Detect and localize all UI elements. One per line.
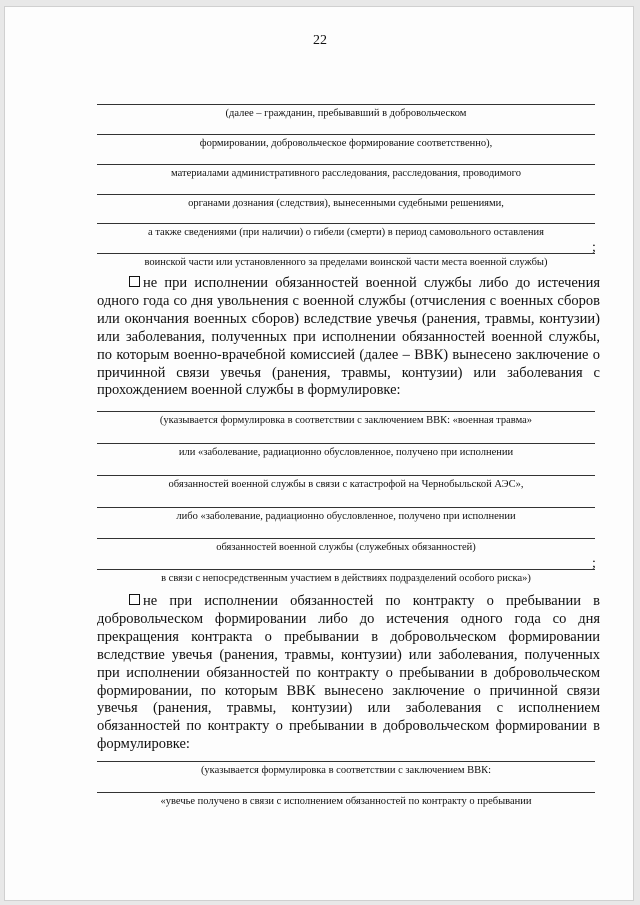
fill-line[interactable]: [97, 164, 595, 165]
field-caption: либо «заболевание, радиационно обусловленное, получено при исполнении: [176, 511, 516, 522]
option-2-text: не при исполнении обязанностей по контракту о пребывании в добровольческом формировании либо до истечения одного года со дня прекращения контракта о пребывании в добровольческом формировании вследствие увечья (ранения, травмы, контузии) или заболевания, полученных при исполнении обязанностей по контракту о пребывании в добровольческом формировании, по которым ВВК вынесено заключение о причинной связи увечья (ранения, травмы, контузии) или заболевания с исполнением обязанностей по контракту о пребывании в добровольческом формировании в формулировке:: [97, 593, 600, 753]
field-caption: формировании, добровольческое формирование соответственно),: [199, 138, 493, 149]
checkbox-option-2[interactable]: [129, 594, 140, 605]
fill-line[interactable]: [97, 538, 595, 539]
fill-line[interactable]: [97, 194, 595, 195]
field-caption: воинской части или установленного за пределами воинской части места военной службы): [144, 257, 548, 268]
fill-line[interactable]: [97, 411, 595, 412]
fill-line[interactable]: [97, 475, 595, 476]
fill-line[interactable]: [97, 104, 595, 105]
fill-line[interactable]: [97, 253, 595, 254]
fill-line[interactable]: [97, 223, 595, 224]
field-caption: органами дознания (следствия), вынесенными судебными решениями,: [188, 198, 504, 209]
fill-line[interactable]: [97, 507, 595, 508]
field-caption: или «заболевание, радиационно обусловленное, получено при исполнении: [178, 447, 514, 458]
field-caption: «увечье получено в связи с исполнением обязанностей по контракту о пребывании: [160, 796, 532, 807]
option-paragraph-2: [97, 593, 600, 754]
fill-line[interactable]: [97, 792, 595, 793]
option-paragraph-1: [97, 275, 600, 400]
field-caption: (указывается формулировка в соответствии с заключением ВВК:: [200, 765, 492, 776]
field-caption: (указывается формулировка в соответствии с заключением ВВК: «военная травма»: [159, 415, 533, 426]
field-caption: материалами административного расследования, расследования, проводимого: [171, 168, 521, 179]
field-caption: в связи с непосредственным участием в действиях подразделений особого риска»): [161, 573, 531, 584]
fill-line[interactable]: [97, 443, 595, 444]
semicolon: ;: [592, 556, 596, 571]
page-number: 22: [313, 33, 327, 48]
fill-line[interactable]: [97, 761, 595, 762]
option-1-text: не при исполнении обязанностей военной службы либо до истечения одного года со дня увольнения с военной службы (отчисления с военных сборов или окончания военных сборов) вследствие увечья (ранения, травмы, контузии) или заболевания, полученных при исполнении обязанностей военной службы, по которым военно-врачебной комиссией (далее – ВВК) вынесено заключение о причинной связи увечья (ранения, травмы, контузии) или заболевания с прохождением военной службы в формулировке:: [97, 275, 600, 399]
fill-line[interactable]: [97, 569, 595, 570]
semicolon: ;: [592, 240, 596, 255]
fill-line[interactable]: [97, 134, 595, 135]
field-caption: обязанностей военной службы в связи с катастрофой на Чернобыльской АЭС»,: [168, 479, 524, 490]
field-caption: (далее – гражданин, пребывавший в добровольческом: [225, 108, 467, 119]
checkbox-option-1[interactable]: [129, 276, 140, 287]
field-caption: обязанностей военной службы (служебных обязанностей): [216, 542, 476, 553]
field-caption: а также сведениями (при наличии) о гибели (смерти) в период самовольного оставления: [148, 227, 544, 238]
